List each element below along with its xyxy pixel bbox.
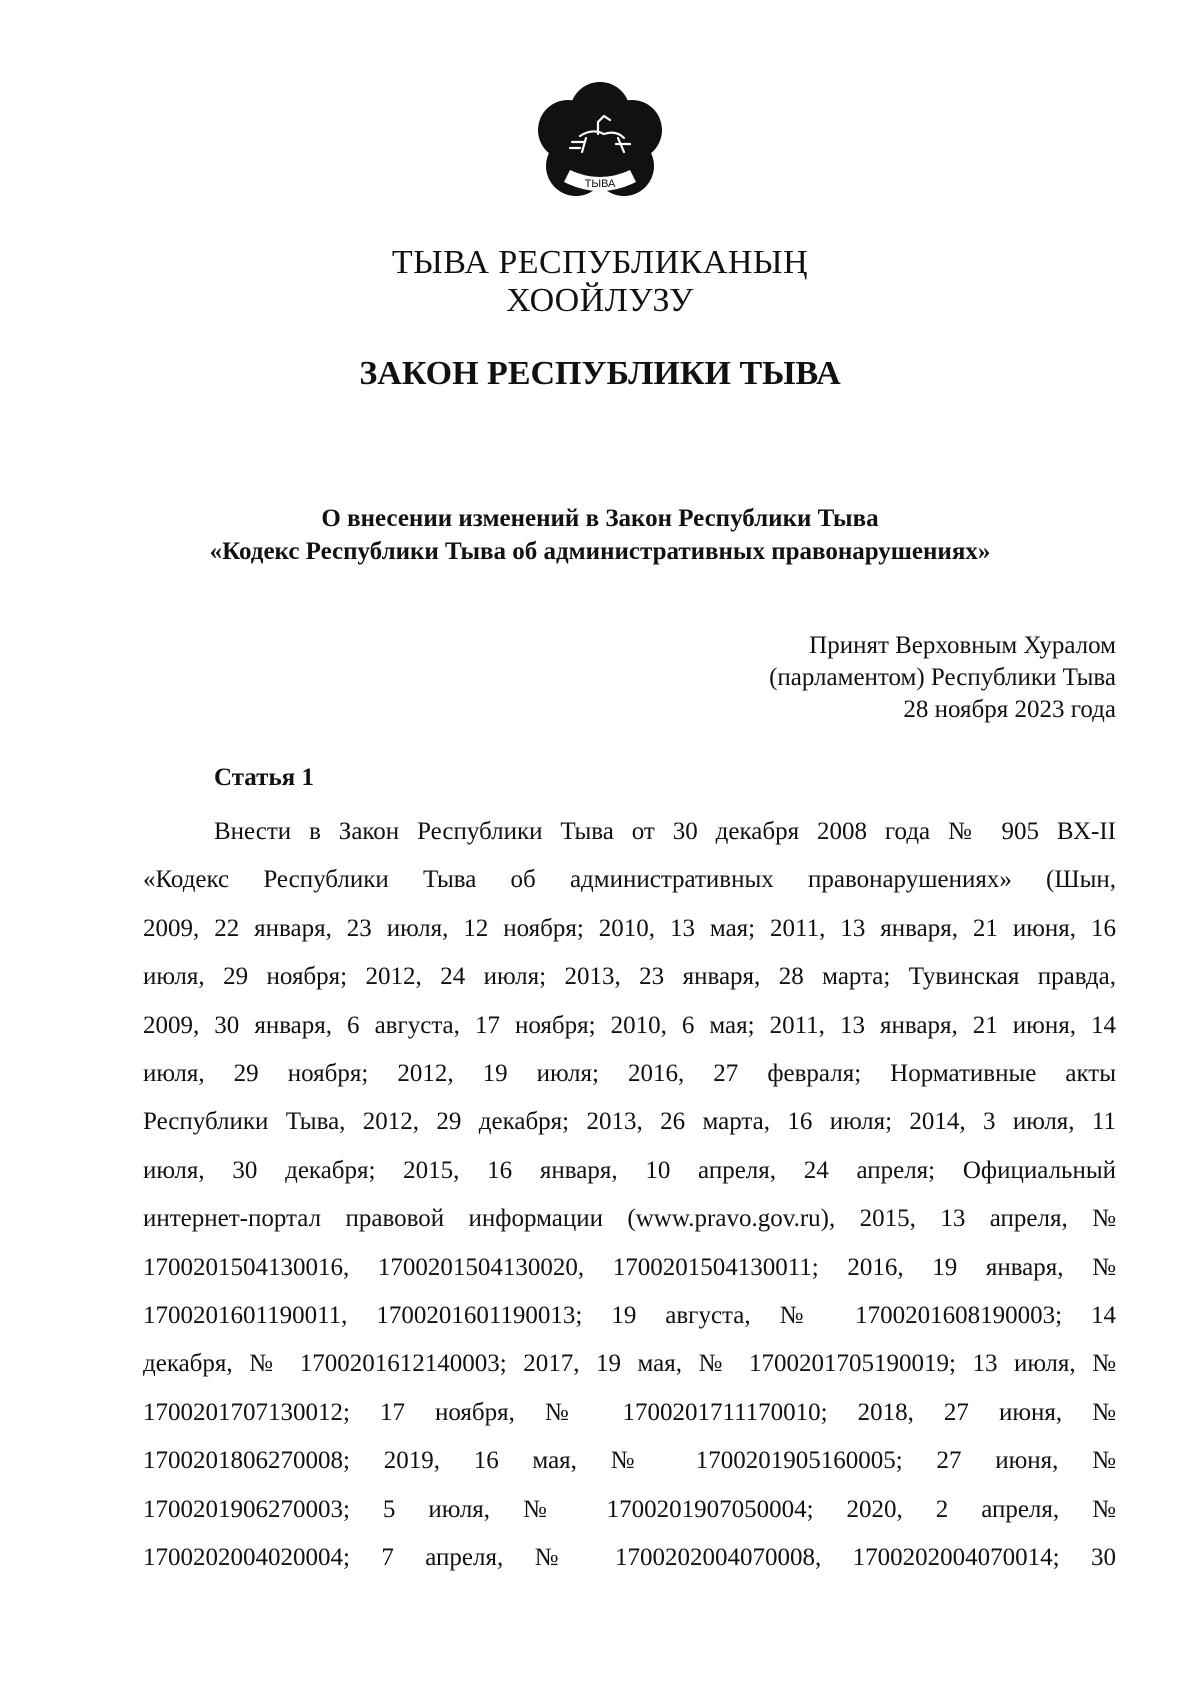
article-text-line: Внести в Закон Республики Тыва от 30 декабря 2008 года № 905 ВХ-II: [214, 818, 1116, 845]
law-subject-line1: О внесении изменений в Закон Республики Тыва: [321, 505, 879, 532]
article-text-line: 1700201806270008; 2019, 16 мая, № 1700201905160005; 27 июня, №: [143, 1447, 1116, 1475]
article-text-line: 1700201906270003; 5 июля, № 1700201907050004; 2020, 2 апреля, №: [143, 1495, 1116, 1523]
article-text-line: декабря, № 1700201612140003; 2017, 19 мая, № 1700201705190019; 13 июля, №: [143, 1350, 1116, 1378]
article-text-line: интернет-портал правовой информации (www.pravo.gov.ru), 2015, 13 апреля, №: [143, 1205, 1116, 1233]
tuva-coat-of-arms-emblem: [520, 78, 680, 208]
title-tyvan-line2: ХООЙЛУЗУ: [506, 282, 694, 319]
article-text-line: «Кодекс Республики Тыва об административных правонарушениях» (Шын,: [143, 866, 1116, 894]
article-text-line: 1700202004020004; 7 апреля, № 1700202004070008, 1700202004070014; 30: [143, 1544, 1116, 1572]
article-text-line: июля, 30 декабря; 2015, 16 января, 10 апреля, 24 апреля; Официальный: [143, 1156, 1116, 1184]
article-body: [143, 808, 1116, 1583]
article-text-line: Республики Тыва, 2012, 29 декабря; 2013, 26 марта, 16 июля; 2014, 3 июля, 11: [143, 1108, 1116, 1136]
article-heading: Статья 1: [214, 764, 314, 791]
article-text-line: 2009, 30 января, 6 августа, 17 ноября; 2010, 6 мая; 2011, 13 января, 21 июня, 14: [143, 1011, 1116, 1039]
adoption-note: [516, 630, 1116, 726]
adoption-line1: Принят Верховным Хуралом: [809, 632, 1116, 659]
law-subject-line2: «Кодекс Республики Тыва об административных правонарушениях»: [209, 538, 991, 565]
article-text-line: 1700201707130012; 17 ноября, № 1700201711170010; 2018, 27 июня, №: [143, 1398, 1116, 1426]
article-text-line: 1700201504130016, 1700201504130020, 1700201504130011; 2016, 19 января, №: [143, 1253, 1116, 1281]
emblem-icon: [520, 78, 680, 208]
adoption-date: 28 ноября 2023 года: [903, 696, 1116, 723]
emblem-ribbon-text: ТЫВА: [584, 178, 616, 190]
article-text-line: 1700201601190011, 1700201601190013; 19 августа, № 1700201608190003; 14: [143, 1302, 1116, 1330]
article-text-line: 2009, 22 января, 23 июля, 12 ноября; 2010, 13 мая; 2011, 13 января, 21 июня, 16: [143, 914, 1116, 942]
adoption-line2: (парламентом) Республики Тыва: [769, 664, 1116, 691]
article-text-line: июля, 29 ноября; 2012, 24 июля; 2013, 23 января, 28 марта; Тувинская правда,: [143, 963, 1116, 991]
title-tyvan: [0, 244, 1200, 320]
title-russian: ЗАКОН РЕСПУБЛИКИ ТЫВА: [359, 355, 841, 392]
law-subject: [0, 502, 1200, 568]
article-text-line: июля, 29 ноября; 2012, 19 июля; 2016, 27 февраля; Нормативные акты: [143, 1060, 1116, 1088]
title-tyvan-line1: ТЫВА РЕСПУБЛИКАНЫҢ: [391, 244, 809, 281]
